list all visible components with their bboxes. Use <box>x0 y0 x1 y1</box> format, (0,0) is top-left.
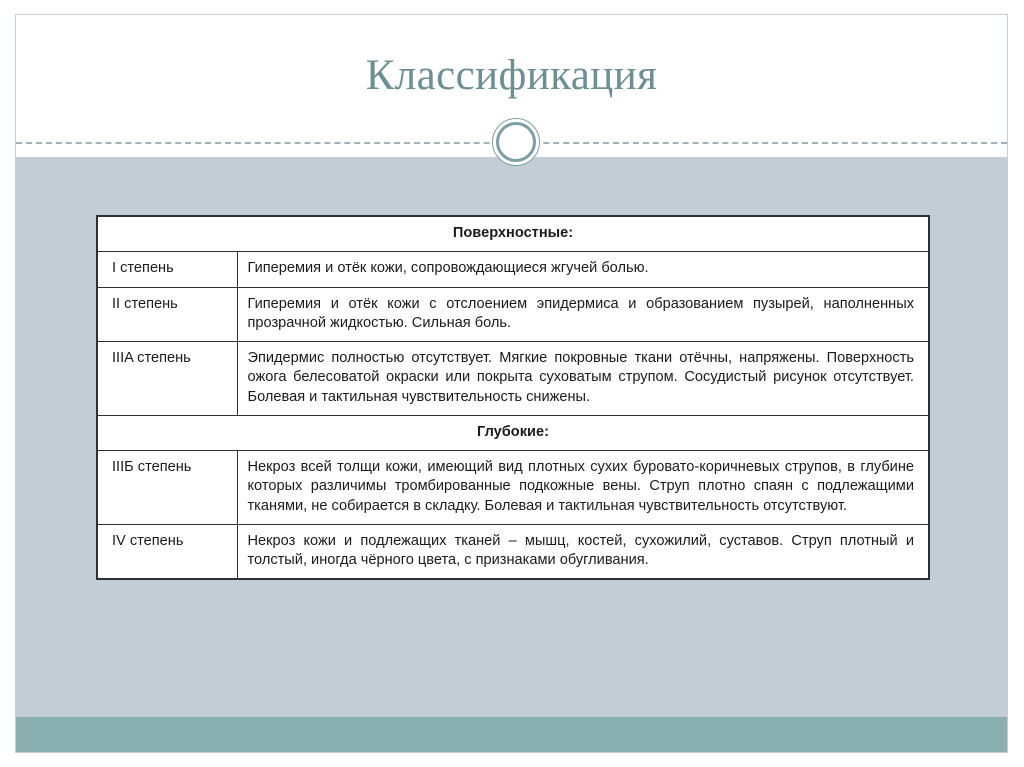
degree-description-2: Гиперемия и отёк кожи с отслоением эпидермиса и образованием пузырей, наполненных прозрачной жидкостью. Сильная боль. <box>237 287 929 342</box>
table-row <box>97 287 929 342</box>
degree-label-1: I степень <box>97 252 237 287</box>
degree-description-3b: Некроз всей толщи кожи, имеющий вид плотных сухих буровато-коричневых струпов, в глубине которых различимы тромбированные подкожные вены. Струп плотно спаян с подлежащими тканями, не собирается в складку. Болевая и тактильная чувствительность отсутствуют. <box>237 451 929 525</box>
table-row <box>97 342 929 416</box>
page-title: Классификация <box>365 52 658 99</box>
footer-accent-band <box>16 717 1007 753</box>
presentation-slide <box>15 14 1008 753</box>
degree-description-4: Некроз кожи и подлежащих тканей – мышц, костей, сухожилий, суставов. Струп плотный и толстый, иногда чёрного цвета, с признаками обугливания. <box>237 524 929 579</box>
table-row <box>97 252 929 287</box>
degree-label-3a: IIIA степень <box>97 342 237 416</box>
section-heading-superficial: Поверхностные: <box>97 216 929 252</box>
table-row <box>97 451 929 525</box>
slide-body <box>16 157 1007 752</box>
section-heading-deep: Глубокие: <box>97 415 929 450</box>
degree-label-4: IV степень <box>97 524 237 579</box>
degree-label-3b: IIIБ степень <box>97 451 237 525</box>
degree-description-3a: Эпидермис полностью отсутствует. Мягкие покровные ткани отёчны, напряжены. Поверхность ожога белесоватой окраски или покрыта суховатым струпом. Сосудистый рисунок отсутствует. Болевая и тактильная чувствительность снижены. <box>237 342 929 416</box>
table-section-header-row <box>97 415 929 450</box>
table-section-header-row <box>97 216 929 252</box>
burn-classification-table <box>96 215 930 580</box>
ring-decoration-icon <box>492 118 540 166</box>
table-row <box>97 524 929 579</box>
degree-label-2: II степень <box>97 287 237 342</box>
degree-description-1: Гиперемия и отёк кожи, сопровождающиеся жгучей болью. <box>237 252 929 287</box>
